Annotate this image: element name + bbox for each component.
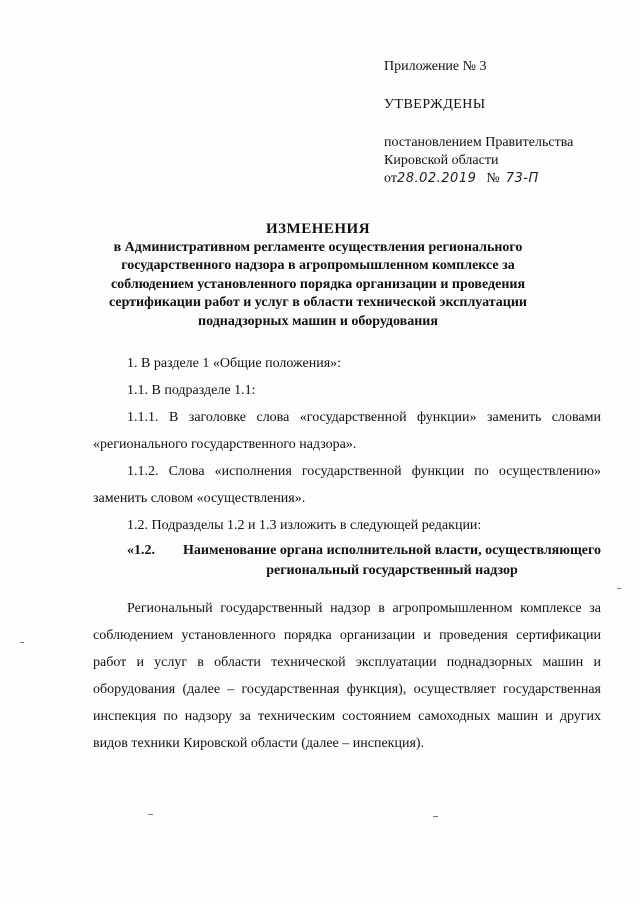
handwritten-date: 28.02.2019 [396, 171, 477, 186]
document-body [93, 350, 601, 757]
scan-mark [20, 642, 24, 643]
scan-mark [148, 814, 153, 815]
resolution-line-2: Кировской области [384, 153, 499, 168]
subtitle-line-4: сертификации работ и услуг в области технической эксплуатации [108, 295, 528, 310]
handwritten-number: 73-П [505, 171, 539, 186]
date-prefix: от [384, 171, 397, 186]
subtitle-line-5: поднадзорных машин и оборудования [198, 313, 438, 329]
resolution-reference [384, 134, 624, 188]
paragraph-1-1: 1.1. В подразделе 1.1: [127, 383, 256, 398]
paragraph-1-2: 1.2. Подразделы 1.2 и 1.3 изложить в следующей редакции: [127, 518, 482, 533]
section-title: Наименование органа исполнительной власти, осуществляющего региональный государственный надзор [183, 543, 601, 578]
subtitle-line-1: в Административном регламенте осуществления регионального [113, 239, 523, 255]
subtitle-line-3: соблюдением установленного порядка организации и проведения [110, 276, 526, 292]
number-sign: № [486, 171, 500, 186]
annex-label: Приложение № 3 [384, 59, 487, 74]
scan-mark [433, 816, 438, 817]
paragraph-1-1-1: 1.1.1. В заголовке слова «государственной функции» заменить словами «регионального государственного надзора». [93, 410, 601, 452]
section-heading [93, 541, 601, 581]
resolution-line-1: постановлением Правительства [384, 135, 574, 150]
section-paragraph: Региональный государственный надзор в агропромышленном комплексе за соблюдением установленного порядка организации и проведения сертификации работ и услуг в области технической эксплуатации поднадзорных машин и оборудования (далее – государственная функция), осуществляет государственная инспекция по надзору за техническим состоянием самоходных машин и других видов техники Кировской области (далее – инспекция). [93, 601, 601, 751]
document-title: ИЗМЕНЕНИЯ [265, 221, 371, 237]
approved-label: УТВЕРЖДЕНЫ [384, 97, 486, 112]
paragraph-1-1-2: 1.1.2. Слова «исполнения государственной функции по осуществлению» заменить словом «осуществления». [93, 464, 601, 506]
section-number: «1.2. [127, 543, 155, 558]
resolution-date-line [384, 170, 624, 188]
scan-mark [617, 588, 621, 589]
paragraph-1: 1. В разделе 1 «Общие положения»: [127, 356, 342, 371]
approval-block [384, 58, 624, 188]
document-title-block [88, 220, 548, 331]
subtitle-line-2: государственного надзора в агропромышленном комплексе за [121, 258, 515, 273]
